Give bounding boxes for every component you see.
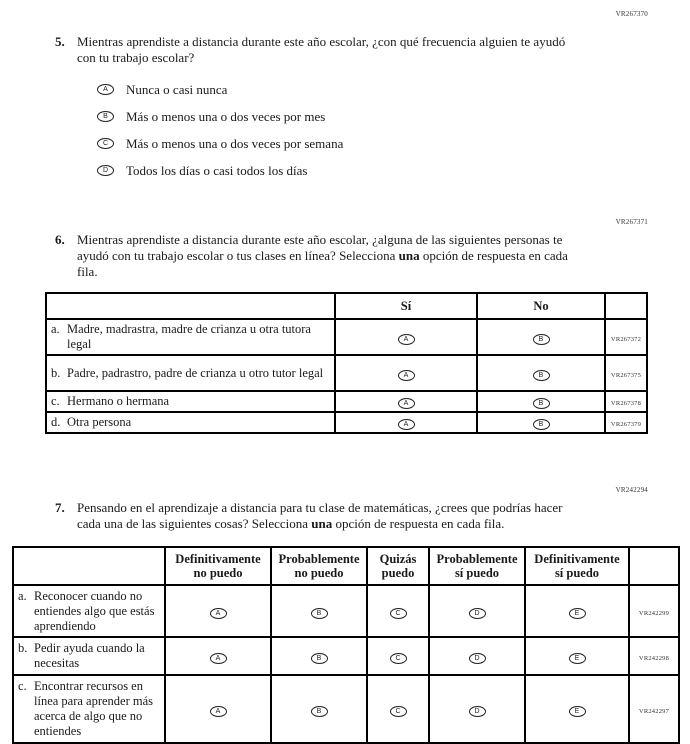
- answer-cell: [367, 637, 429, 675]
- row-label: Hermano o hermana: [67, 394, 170, 408]
- row-code-cell: [629, 637, 679, 675]
- option-label: Más o menos una o dos veces por semana: [126, 136, 344, 151]
- answer-bubble-icon[interactable]: C: [97, 138, 114, 149]
- row-label-cell: [46, 412, 335, 433]
- option-label: Todos los días o casi todos los días: [126, 163, 308, 178]
- question-6-table: [45, 292, 648, 434]
- question-6-number: 6.: [55, 232, 65, 247]
- answer-bubble-icon[interactable]: B: [97, 111, 114, 122]
- option-label: Más o menos una o dos veces por mes: [126, 109, 326, 124]
- table-row: [46, 412, 647, 433]
- question-6-text-post: opción de respuesta en cada fila.: [77, 248, 568, 279]
- row-label: Madre, madrastra, madre de crianza u otra tutora legal: [67, 322, 311, 351]
- answer-bubble-icon[interactable]: C: [390, 608, 407, 619]
- answer-cell-yes: [335, 412, 477, 433]
- row-code-cell: [605, 355, 647, 391]
- question-7-number: 7.: [55, 500, 65, 515]
- answer-cell-yes: [335, 391, 477, 412]
- row-letter: b.: [18, 641, 28, 655]
- row-letter: d.: [51, 415, 61, 429]
- answer-bubble-icon[interactable]: A: [210, 653, 227, 664]
- column-header: Probablemente no puedo: [271, 547, 367, 585]
- answer-bubble-icon[interactable]: E: [569, 706, 586, 717]
- answer-cell: [525, 637, 629, 675]
- row-code-cell: [605, 412, 647, 433]
- column-header: Definitivamente sí puedo: [525, 547, 629, 585]
- empty-header-cell: [605, 293, 647, 319]
- question-7-code: VR242294: [615, 486, 648, 494]
- empty-header-cell: [629, 547, 679, 585]
- row-letter: b.: [51, 365, 61, 380]
- row-code: VR267379: [610, 421, 642, 428]
- code-line-q7: [0, 484, 690, 494]
- column-header: Definitivamente no puedo: [165, 547, 271, 585]
- table-row: [46, 319, 647, 355]
- answer-cell: [429, 585, 525, 637]
- column-header: Quizás puedo: [367, 547, 429, 585]
- column-header-yes: Sí: [335, 293, 477, 319]
- answer-bubble-icon[interactable]: B: [311, 608, 328, 619]
- answer-option[interactable]: [97, 136, 582, 151]
- empty-header-cell: [13, 547, 165, 585]
- answer-cell: [165, 637, 271, 675]
- table-header-row: [46, 293, 647, 319]
- column-header: Probablemente sí puedo: [429, 547, 525, 585]
- answer-cell-no: [477, 391, 605, 412]
- question-6-text-bold: una: [398, 248, 420, 263]
- answer-bubble-icon[interactable]: A: [398, 370, 415, 381]
- answer-cell: [367, 585, 429, 637]
- row-code: VR267375: [610, 371, 642, 379]
- row-code: VR242297: [638, 707, 670, 715]
- answer-option[interactable]: [97, 163, 582, 178]
- row-label-cell: [13, 637, 165, 675]
- answer-option[interactable]: [97, 82, 582, 97]
- question-7-text-bold: una: [311, 516, 333, 531]
- spacer: [0, 190, 690, 216]
- table-row: [13, 637, 679, 675]
- answer-cell-no: [477, 412, 605, 433]
- answer-cell-no: [477, 319, 605, 355]
- answer-bubble-icon[interactable]: C: [390, 706, 407, 717]
- row-code-cell: [629, 585, 679, 637]
- answer-bubble-icon[interactable]: D: [469, 706, 486, 717]
- answer-bubble-icon[interactable]: B: [533, 370, 550, 381]
- column-header-no: No: [477, 293, 605, 319]
- answer-bubble-icon[interactable]: C: [390, 653, 407, 664]
- row-letter: a.: [18, 588, 27, 603]
- answer-bubble-icon[interactable]: D: [469, 608, 486, 619]
- row-label-cell: [13, 585, 165, 637]
- answer-bubble-icon[interactable]: B: [533, 398, 550, 409]
- question-5-options: [97, 82, 582, 178]
- question-6-text: [77, 232, 582, 280]
- answer-cell: [165, 585, 271, 637]
- question-6: [0, 232, 690, 434]
- answer-bubble-icon[interactable]: B: [533, 334, 550, 345]
- row-letter: c.: [18, 679, 27, 693]
- answer-bubble-icon[interactable]: E: [569, 608, 586, 619]
- answer-bubble-icon[interactable]: A: [210, 706, 227, 717]
- question-5: [0, 34, 690, 190]
- question-7-text-pre: Pensando en el aprendizaje a distancia para tu clase de matemáticas, ¿crees que podrías hacer cada una de las siguientes cosas? Selecciona: [77, 500, 563, 531]
- answer-bubble-icon[interactable]: D: [469, 653, 486, 664]
- answer-bubble-icon[interactable]: E: [569, 653, 586, 664]
- question-7: [0, 500, 690, 744]
- answer-bubble-icon[interactable]: B: [311, 706, 328, 717]
- question-7-table: [12, 546, 680, 744]
- row-label: Padre, padrastro, padre de crianza u otro tutor legal: [67, 365, 324, 380]
- empty-header-cell: [46, 293, 335, 319]
- row-label-cell: [46, 355, 335, 391]
- row-label-cell: [46, 319, 335, 355]
- row-label: Pedir ayuda cuando la necesitas: [34, 641, 145, 670]
- row-letter: c.: [51, 394, 60, 408]
- answer-cell-yes: [335, 355, 477, 391]
- table-row: [13, 585, 679, 637]
- table-header-row: [13, 547, 679, 585]
- question-6-code: VR267371: [615, 218, 648, 226]
- row-code-cell: [605, 319, 647, 355]
- answer-bubble-icon[interactable]: B: [533, 419, 550, 430]
- row-label: Otra persona: [67, 415, 132, 429]
- answer-bubble-icon[interactable]: A: [97, 84, 114, 95]
- answer-bubble-icon[interactable]: A: [398, 419, 415, 430]
- row-label: Encontrar recursos en línea para aprender más acerca de algo que no entiendes: [34, 679, 154, 738]
- row-code: VR267378: [610, 400, 642, 407]
- code-line-q6: [0, 216, 690, 226]
- option-label: Nunca o casi nunca: [126, 82, 228, 97]
- answer-cell-yes: [335, 319, 477, 355]
- row-label-cell: [46, 391, 335, 412]
- spacer: [0, 434, 690, 484]
- row-code: VR242299: [638, 609, 670, 617]
- answer-cell: [429, 637, 525, 675]
- row-code: VR242298: [638, 654, 670, 662]
- question-7-text: [77, 500, 582, 532]
- row-letter: a.: [51, 322, 60, 336]
- answer-bubble-icon[interactable]: A: [398, 398, 415, 409]
- question-7-text-post: opción de respuesta en cada fila.: [332, 516, 505, 531]
- answer-cell-no: [477, 355, 605, 391]
- answer-cell: [271, 585, 367, 637]
- table-row: [46, 391, 647, 412]
- table-row: [46, 355, 647, 391]
- answer-cell: [271, 637, 367, 675]
- question-6-text-pre: Mientras aprendiste a distancia durante este año escolar, ¿alguna de las siguientes personas te ayudó con tu trabajo escolar o tus clases en línea? Selecciona: [77, 232, 563, 263]
- code-line-q5: [0, 8, 690, 18]
- answer-bubble-icon[interactable]: B: [311, 653, 328, 664]
- answer-bubble-icon[interactable]: A: [210, 608, 227, 619]
- answer-bubble-icon[interactable]: A: [398, 334, 415, 345]
- row-label: Reconocer cuando no entiendes algo que estás aprendiendo: [34, 588, 155, 633]
- question-5-code: VR267370: [615, 10, 648, 18]
- answer-option[interactable]: [97, 109, 582, 124]
- answer-cell: [525, 585, 629, 637]
- question-5-text: Mientras aprendiste a distancia durante este año escolar, ¿con qué frecuencia alguien te ayudó con tu trabajo escolar?: [77, 34, 566, 65]
- question-5-number: 5.: [55, 34, 65, 49]
- row-code-cell: [605, 391, 647, 412]
- row-code: VR267372: [610, 335, 642, 343]
- answer-bubble-icon[interactable]: D: [97, 165, 114, 176]
